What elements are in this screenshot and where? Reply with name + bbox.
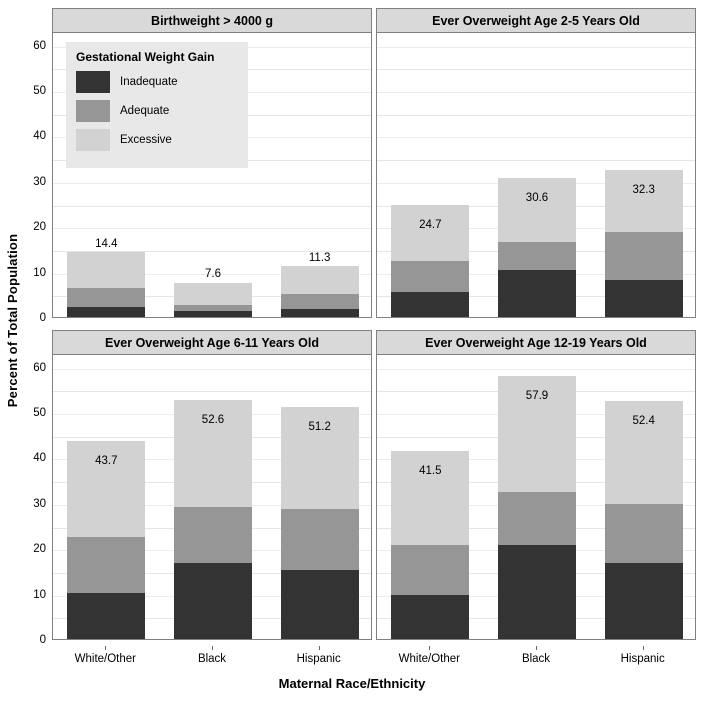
chart-panel [376, 330, 696, 640]
bar-segment-adequate [174, 305, 252, 311]
stacked-bar[interactable] [391, 451, 469, 639]
y-axis-ticks-bottom-row [24, 354, 50, 646]
x-tick-label: Hispanic [620, 653, 665, 665]
y-tick-label: 60 [33, 361, 46, 374]
stacked-bar[interactable] [174, 400, 252, 639]
bar-segment-excessive [67, 252, 145, 288]
bar-segment-adequate [391, 261, 469, 292]
y-tick-label: 40 [33, 452, 46, 465]
bar-segment-adequate [605, 504, 683, 563]
stacked-bar[interactable] [281, 407, 359, 639]
legend-swatch [76, 129, 110, 151]
panel-title: Ever Overweight Age 12-19 Years Old [377, 331, 695, 355]
bar-value-label: 52.4 [632, 415, 655, 428]
panel-title: Ever Overweight Age 6-11 Years Old [53, 331, 371, 355]
bar-value-label: 24.7 [419, 218, 442, 231]
bar-segment-adequate [391, 545, 469, 595]
bar-segment-adequate [67, 537, 145, 592]
legend-label: Inadequate [120, 76, 178, 88]
bar-segment-adequate [174, 507, 252, 563]
bar-group [377, 33, 695, 317]
bar-value-label: 41.5 [419, 464, 442, 477]
y-tick-label: 20 [33, 543, 46, 556]
y-tick-label: 50 [33, 407, 46, 420]
bar-value-label: 51.2 [308, 421, 331, 434]
bar-group [53, 355, 371, 639]
bar-value-label: 57.9 [525, 389, 549, 402]
bar-value-label: 14.4 [95, 237, 118, 250]
x-tick-mark [536, 646, 537, 650]
bar-group [377, 355, 695, 639]
legend-label: Excessive [120, 134, 172, 146]
bar-segment-adequate [498, 492, 576, 546]
bar-segment-excessive [391, 205, 469, 261]
bar-value-label: 7.6 [205, 268, 221, 281]
panel-plot-area [377, 33, 695, 317]
bar-segment-inadequate [67, 307, 145, 317]
x-tick-label: Black [197, 653, 227, 665]
legend-swatch [76, 71, 110, 93]
y-tick-label: 60 [33, 39, 46, 52]
bar-segment-adequate [67, 288, 145, 308]
bar-segment-inadequate [391, 595, 469, 639]
panel-plot-area [53, 355, 371, 639]
bar-segment-inadequate [605, 563, 683, 639]
y-tick-label: 40 [33, 130, 46, 143]
bar-value-label: 30.6 [525, 192, 549, 205]
x-tick-mark [319, 646, 320, 650]
x-tick-mark [212, 646, 213, 650]
x-tick-mark [105, 646, 106, 650]
bar-segment-inadequate [391, 292, 469, 317]
legend-label: Adequate [120, 105, 170, 117]
y-tick-label: 10 [33, 588, 46, 601]
legend-title: Gestational Weight Gain [76, 50, 215, 64]
bar-segment-inadequate [281, 309, 359, 317]
legend-item[interactable] [76, 71, 238, 93]
x-tick-mark [429, 646, 430, 650]
bar-value-label: 43.7 [95, 454, 118, 467]
panel-title: Ever Overweight Age 2-5 Years Old [377, 9, 695, 33]
y-axis-title: Percent of Total Population [5, 233, 21, 407]
bar-segment-inadequate [498, 270, 576, 317]
legend [66, 42, 248, 168]
y-tick-label: 50 [33, 85, 46, 98]
bar-segment-excessive [174, 283, 252, 305]
bar-segment-excessive [498, 178, 576, 242]
chart-panel [52, 330, 372, 640]
bar-segment-inadequate [174, 563, 252, 639]
legend-item[interactable] [76, 129, 238, 151]
bar-segment-adequate [281, 294, 359, 309]
bar-segment-inadequate [174, 311, 252, 317]
bar-segment-inadequate [605, 280, 683, 317]
y-tick-label: 0 [39, 312, 46, 324]
bar-value-label: 52.6 [201, 414, 225, 427]
bar-segment-excessive [605, 170, 683, 232]
x-axis-tick-labels [52, 646, 696, 670]
bar-value-label: 32.3 [632, 184, 655, 197]
panel-title: Birthweight > 4000 g [53, 9, 371, 33]
y-tick-label: 30 [33, 175, 46, 188]
bar-segment-adequate [498, 242, 576, 271]
legend-item[interactable] [76, 100, 238, 122]
panel-plot-area [377, 355, 695, 639]
bar-value-label: 11.3 [308, 251, 331, 264]
y-tick-label: 0 [39, 634, 46, 646]
stacked-bar[interactable] [498, 376, 576, 639]
stacked-bar[interactable] [67, 441, 145, 639]
bar-segment-adequate [605, 232, 683, 280]
y-tick-label: 30 [33, 497, 46, 510]
bar-segment-inadequate [67, 593, 145, 639]
stacked-bar[interactable] [174, 283, 252, 318]
x-axis-title: Maternal Race/Ethnicity [278, 676, 426, 691]
panel-grid [52, 8, 696, 665]
stacked-bar[interactable] [67, 252, 145, 317]
x-tick-label: Black [521, 653, 551, 665]
bar-segment-inadequate [498, 545, 576, 639]
bar-segment-adequate [281, 509, 359, 570]
chart-panel [376, 8, 696, 318]
stacked-bar[interactable] [281, 266, 359, 317]
bar-segment-excessive [281, 266, 359, 294]
legend-swatch [76, 100, 110, 122]
y-axis-ticks-top-row [24, 32, 50, 324]
x-tick-label: White/Other [398, 653, 461, 665]
y-tick-label: 10 [33, 266, 46, 279]
bar-segment-inadequate [281, 570, 359, 639]
x-tick-mark [643, 646, 644, 650]
x-tick-label: White/Other [74, 653, 137, 665]
y-tick-label: 20 [33, 221, 46, 234]
x-tick-label: Hispanic [296, 653, 341, 665]
stacked-bar[interactable] [605, 401, 683, 639]
